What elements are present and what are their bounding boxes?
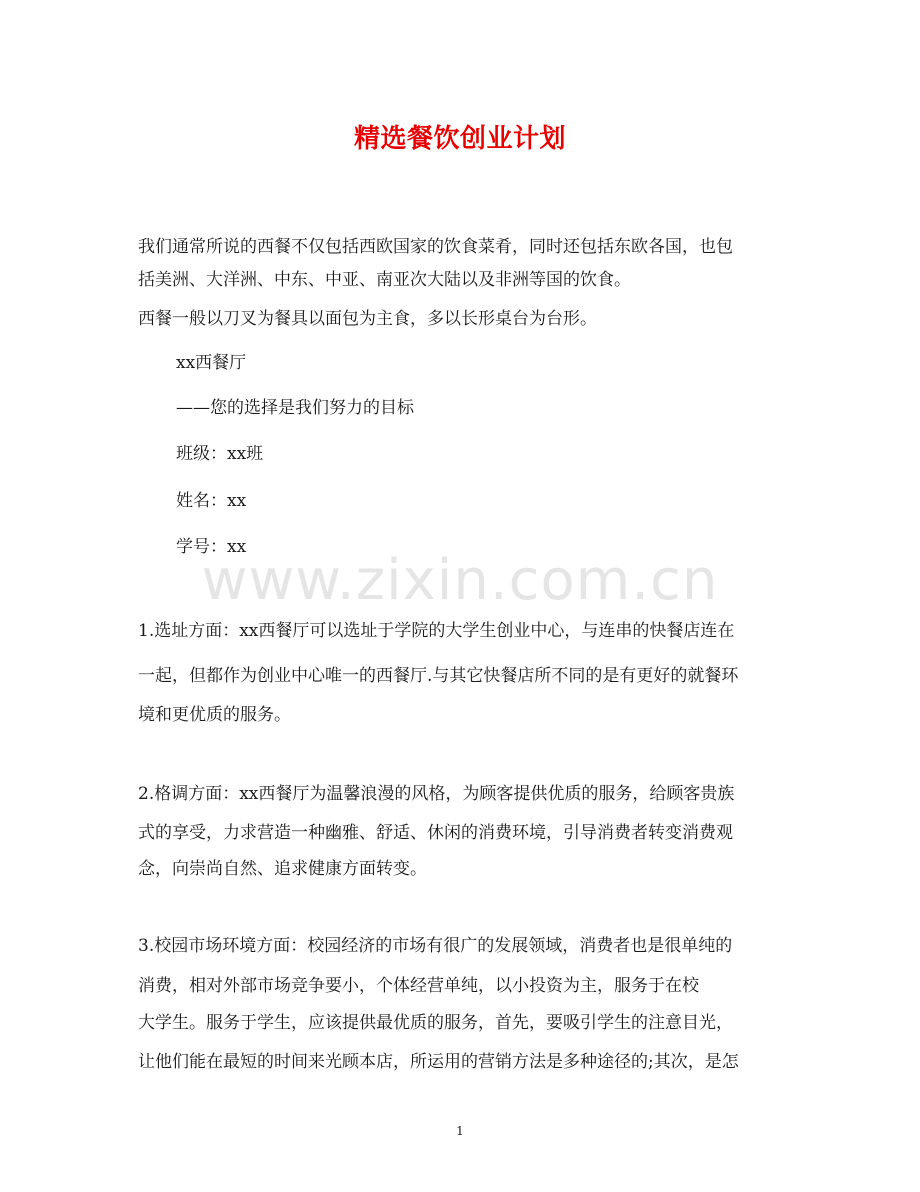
document-title: 精选餐饮创业计划 <box>353 124 566 154</box>
location-line-1: 1.选址方面：xx西餐厅可以选址于学院的大学生创业中心，与连串的快餐店连在 <box>138 621 735 641</box>
market-line-4: 让他们能在最短的时间来光顾本店，所运用的营销方法是多种途径的;其次，是怎 <box>138 1052 739 1072</box>
market-line-2: 消费，相对外部市场竞争要小，个体经营单纯，以小投资为主，服务于在校 <box>138 976 699 996</box>
class-field: 班级：xx班 <box>176 444 264 464</box>
restaurant-name: xx西餐厅 <box>176 353 247 373</box>
intro-line-3: 西餐一般以刀叉为餐具以面包为主食，多以长形桌台为台形。 <box>138 309 597 329</box>
style-line-3: 念，向崇尚自然、追求健康方面转变。 <box>138 859 427 879</box>
page-number: 1 <box>456 1124 464 1138</box>
intro-line-1: 我们通常所说的西餐不仅包括西欧国家的饮食菜肴，同时还包括东欧各国，也包 <box>138 237 733 257</box>
name-field: 姓名：xx <box>176 491 247 511</box>
slogan: ——您的选择是我们努力的目标 <box>176 398 414 418</box>
style-line-1: 2.格调方面：xx西餐厅为温馨浪漫的风格，为顾客提供优质的服务，给顾客贵族 <box>138 784 735 804</box>
watermark: www.zixin.com.cn <box>201 548 719 613</box>
intro-line-2: 括美洲、大洋洲、中东、中亚、南亚次大陆以及非洲等国的饮食。 <box>138 270 631 290</box>
market-line-1: 3.校园市场环境方面：校园经济的市场有很广的发展领域，消费者也是很单纯的 <box>138 936 733 956</box>
style-line-2: 式的享受，力求营造一种幽雅、舒适、休闲的消费环境，引导消费者转变消费观 <box>138 823 733 843</box>
location-line-3: 境和更优质的服务。 <box>138 705 291 725</box>
student-id-field: 学号：xx <box>176 537 247 557</box>
location-line-2: 一起，但都作为创业中心唯一的西餐厅.与其它快餐店所不同的是有更好的就餐环 <box>138 666 739 686</box>
market-line-3: 大学生。服务于学生，应该提供最优质的服务，首先，要吸引学生的注意目光， <box>138 1013 733 1033</box>
